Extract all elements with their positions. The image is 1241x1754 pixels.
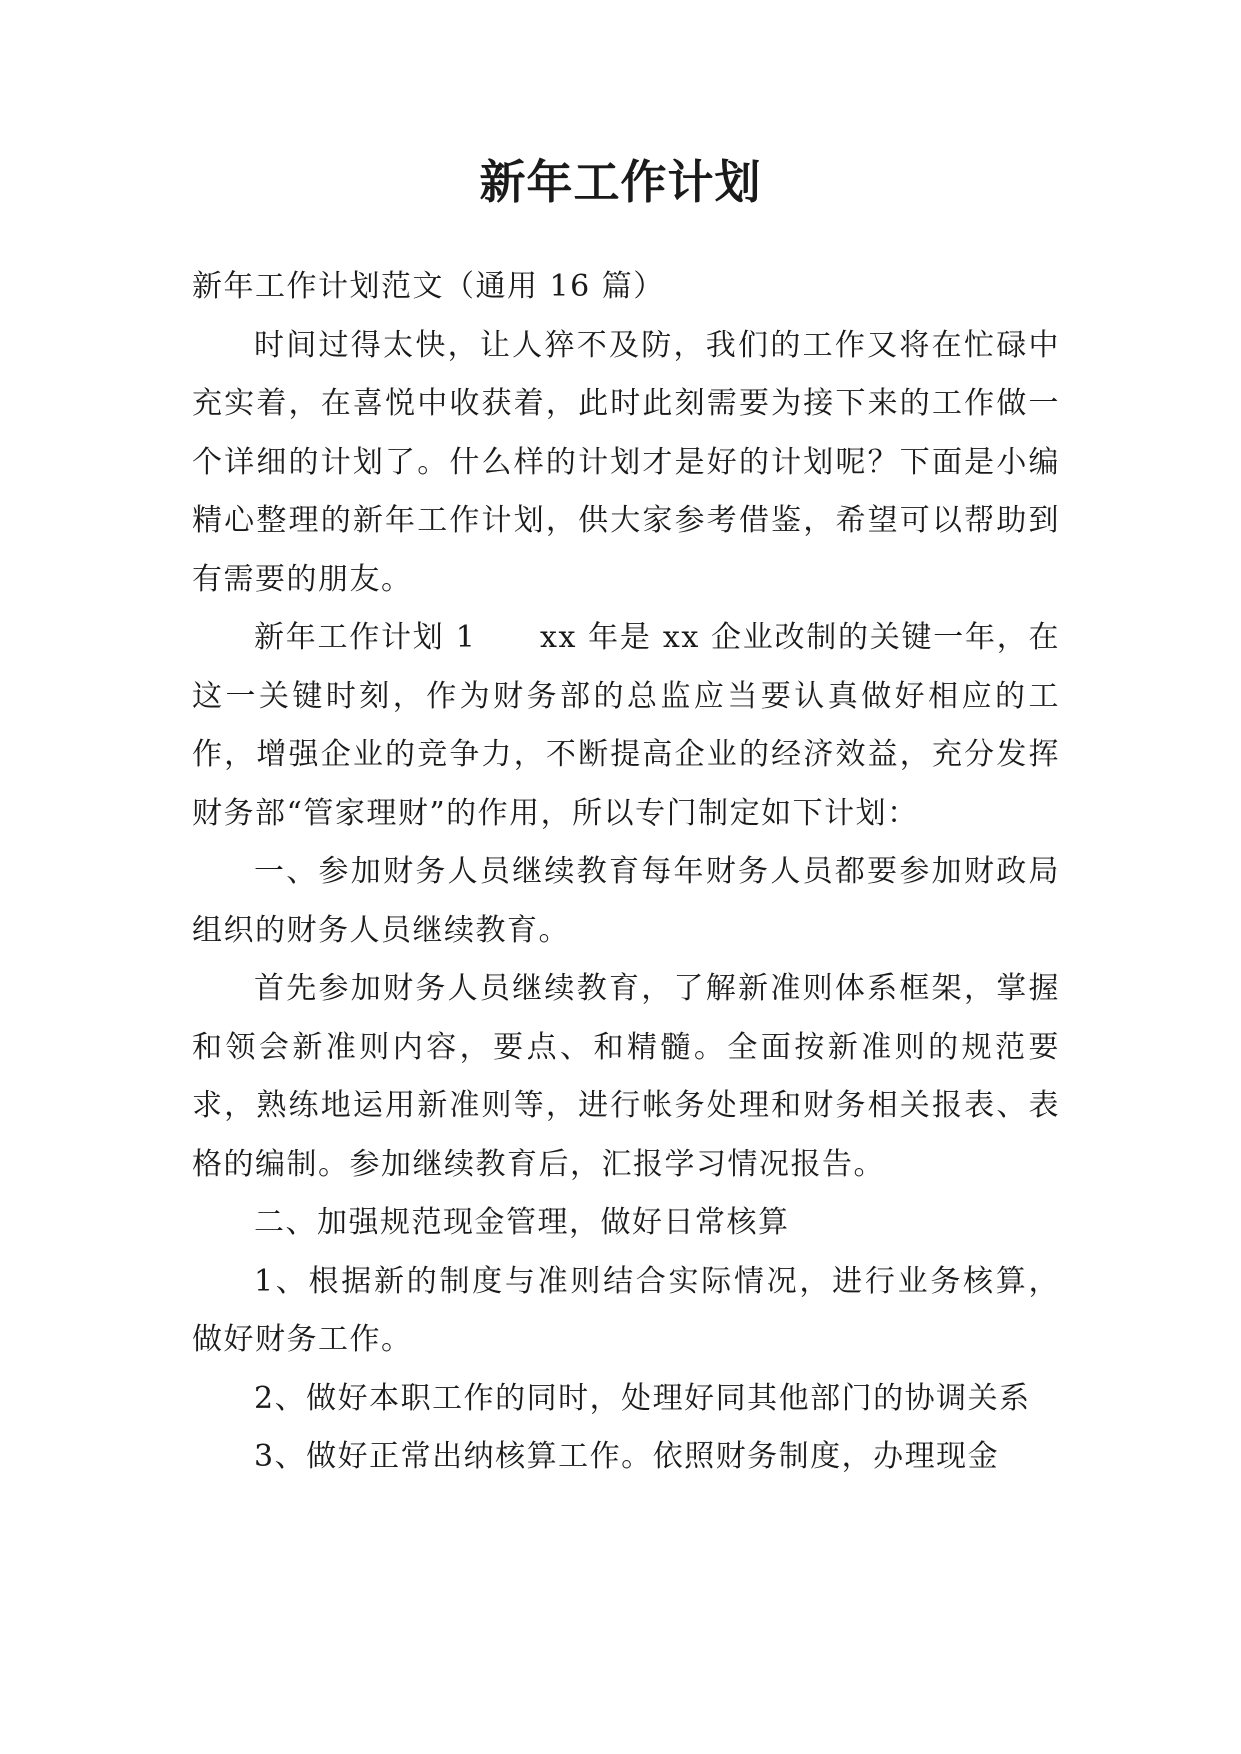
- paragraph-item-2: 2、做好本职工作的同时，处理好同其他部门的协调关系: [254, 1380, 1031, 1416]
- paragraph-subtitle: 新年工作计划范文（通用 16 篇）: [192, 269, 665, 304]
- paragraph-section-1: 一、参加财务人员继续教育每年财务人员都要参加财政局组织的财务人员继续教育。: [192, 854, 1060, 948]
- document-title: 新年工作计划: [479, 155, 762, 209]
- paragraph-item-1: 1、根据新的制度与准则结合实际情况，进行业务核算，做好财务工作。: [192, 1263, 1060, 1357]
- paragraph-item-3: 3、做好正常出纳核算工作。依照财务制度，办理现金: [254, 1439, 1000, 1474]
- paragraph-plan-1: 新年工作计划 1 xx 年是 xx 企业改制的关键一年，在这一关键时刻，作为财务部的总监应当要认真做好相应的工作，增强企业的竞争力，不断提高企业的经济效益，充分发挥财务部“管家理财”的作用，所以专门制定如下计划：: [192, 620, 1060, 831]
- document-body: [192, 258, 1060, 1487]
- paragraph-section-2: 二、加强规范现金管理，做好日常核算: [254, 1205, 790, 1240]
- paragraph-section-1-detail: 首先参加财务人员继续教育，了解新准则体系框架，掌握和领会新准则内容，要点、和精髓。全面按新准则的规范要求，熟练地运用新准则等，进行帐务处理和财务相关报表、表格的编制。参加继续教育后，汇报学习情况报告。: [192, 971, 1060, 1182]
- paragraph-intro: 时间过得太快，让人猝不及防，我们的工作又将在忙碌中充实着，在喜悦中收获着，此时此刻需要为接下来的工作做一个详细的计划了。什么样的计划才是好的计划呢？下面是小编精心整理的新年工作计划，供大家参考借鉴，希望可以帮助到有需要的朋友。: [192, 327, 1060, 597]
